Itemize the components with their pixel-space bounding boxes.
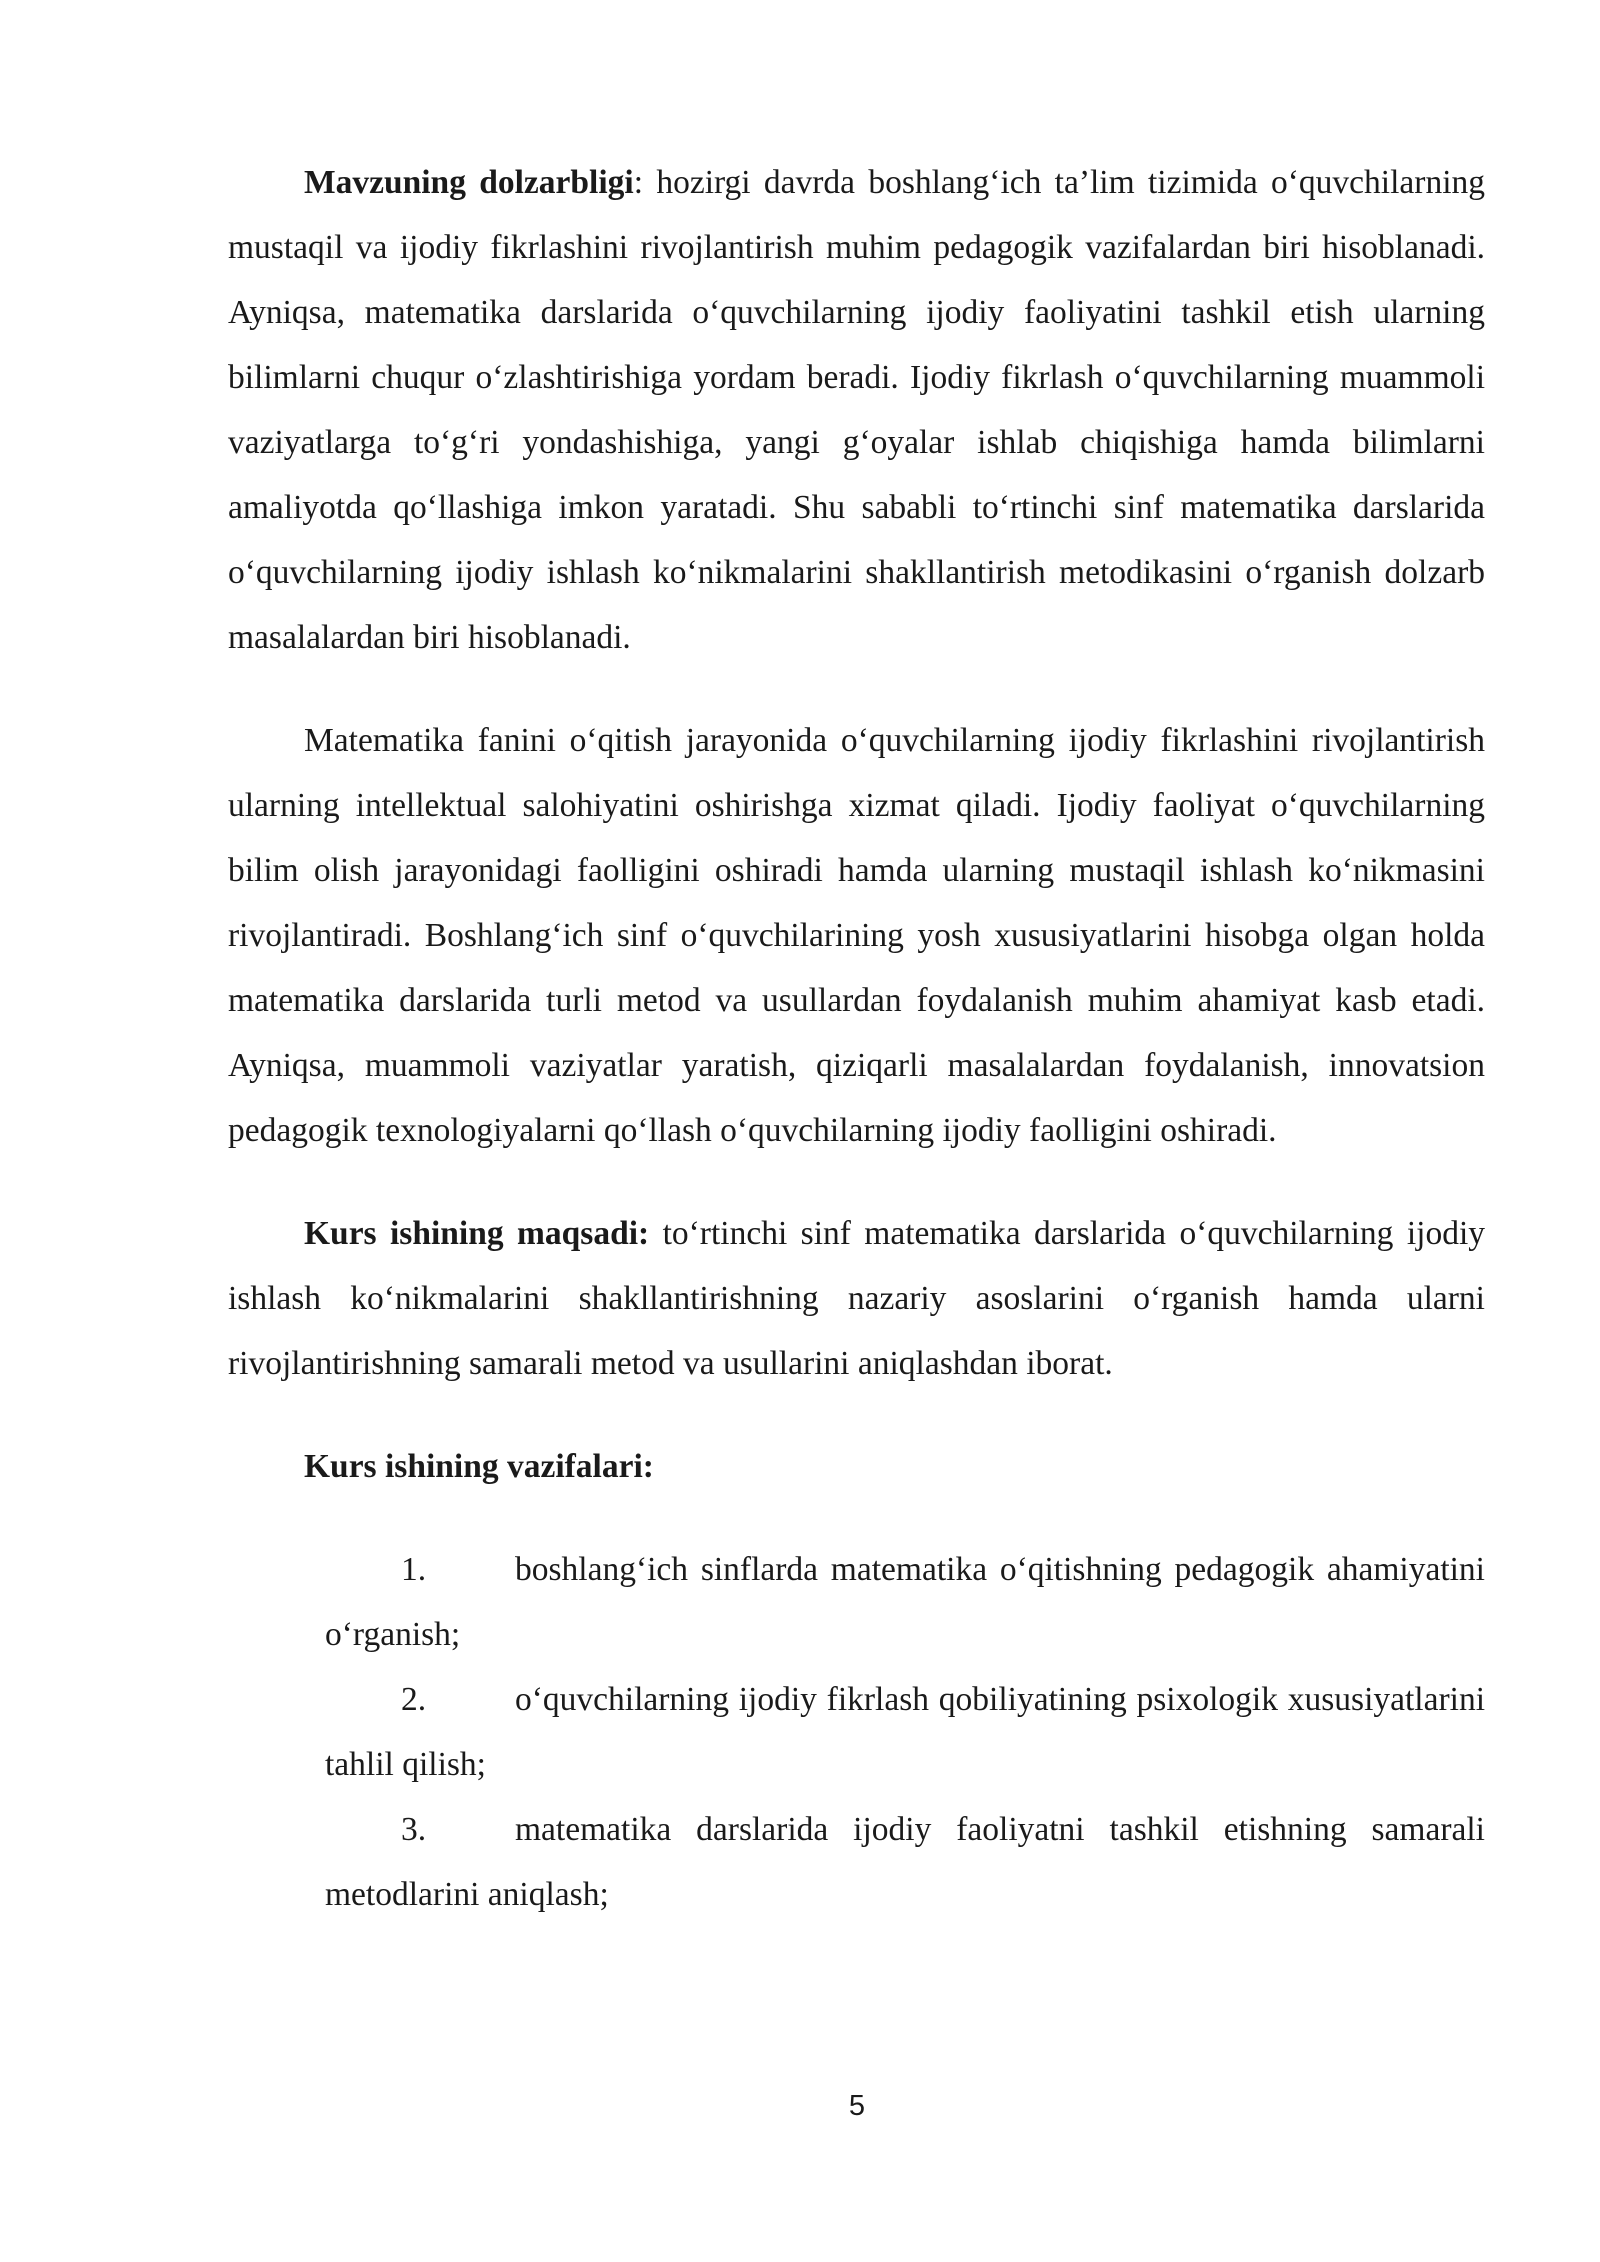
document-page xyxy=(228,150,1485,1927)
task-list xyxy=(228,1537,1485,1927)
list-item-number: 1. xyxy=(401,1551,427,1588)
goal-paragraph xyxy=(228,1201,1485,1396)
list-item-number: 2. xyxy=(401,1681,427,1718)
body-paragraph-text: Matematika fanini o‘qitish jarayonida o‘quvchilarning ijodiy fikrlashini rivojlantirish ularning intellektual salohiyatini oshirishga xizmat qiladi. Ijodiy faoliyat o‘quvchilarning bilim olish jarayonidagi faolligini oshiradi hamda ularning mustaqil ishlash ko‘nikmasini rivojlantiradi. Boshlang‘ich sinf o‘quvchilarining yosh xususiyatlarini hisobga olgan holda matematika darslarida turli metod va usullardan foydalanish muhim ahamiyat kasb etadi. Ayniqsa, muammoli vaziyatlar yaratish, qiziqarli masalalardan foydalanish, innovatsion pedagogik texnologiyalarni qo‘llash o‘quvchilarning ijodiy faolligini oshiradi. xyxy=(228,722,1485,1149)
goal-text: to‘rtinchi sinf matematika darslarida o‘quvchilarning ijodiy ishlash ko‘nikmalarini shakllantirishning nazariy asoslarini o‘rganish hamda ularni rivojlantirishning samarali metod va usullarini aniqlashdan iborat. xyxy=(228,1215,1485,1382)
relevance-heading: Mavzuning dolzarbligi xyxy=(304,164,634,201)
relevance-text: hozirgi davrda boshlang‘ich ta’lim tizimida o‘quvchilarning mustaqil va ijodiy fikrlashini rivojlantirish muhim pedagogik vazifalardan biri hisoblanadi. Ayniqsa, matematika darslarida o‘quvchilarning ijodiy faoliyatini tashkil etish ularning bilimlarni chuqur o‘zlashtirishiga yordam beradi. Ijodiy fikrlash o‘quvchilarning muammoli vaziyatlarga to‘g‘ri yondashishiga, yangi g‘oyalar ishlab chiqishiga hamda bilimlarni amaliyotda qo‘llashiga imkon yaratadi. Shu sababli to‘rtinchi sinf matematika darslarida o‘quvchilarning ijodiy ishlash ko‘nikmalarini shakllantirish metodikasini o‘rganish dolzarb masalalardan biri hisoblanadi. xyxy=(228,164,1486,656)
page-number: 5 xyxy=(848,2090,866,2122)
list-item-text: o‘quvchilarning ijodiy fikrlash qobiliyatining psixologik xususiyatlarini tahlil qilish; xyxy=(325,1681,1485,1783)
body-paragraph xyxy=(228,708,1485,1163)
list-item-text: boshlang‘ich sinflarda matematika o‘qitishning pedagogik ahamiyatini o‘rganish; xyxy=(325,1551,1485,1653)
list-item-number: 3. xyxy=(401,1811,427,1848)
relevance-paragraph xyxy=(228,150,1485,670)
relevance-separator: : xyxy=(633,164,657,201)
list-item xyxy=(325,1537,1485,1667)
goal-heading: Kurs ishining maqsadi: xyxy=(304,1215,650,1252)
list-item xyxy=(325,1667,1485,1797)
list-item xyxy=(325,1797,1485,1927)
tasks-heading: Kurs ishining vazifalari: xyxy=(304,1448,654,1485)
list-item-text: matematika darslarida ijodiy faoliyatni tashkil etishning samarali metodlarini aniqlash; xyxy=(325,1811,1485,1913)
